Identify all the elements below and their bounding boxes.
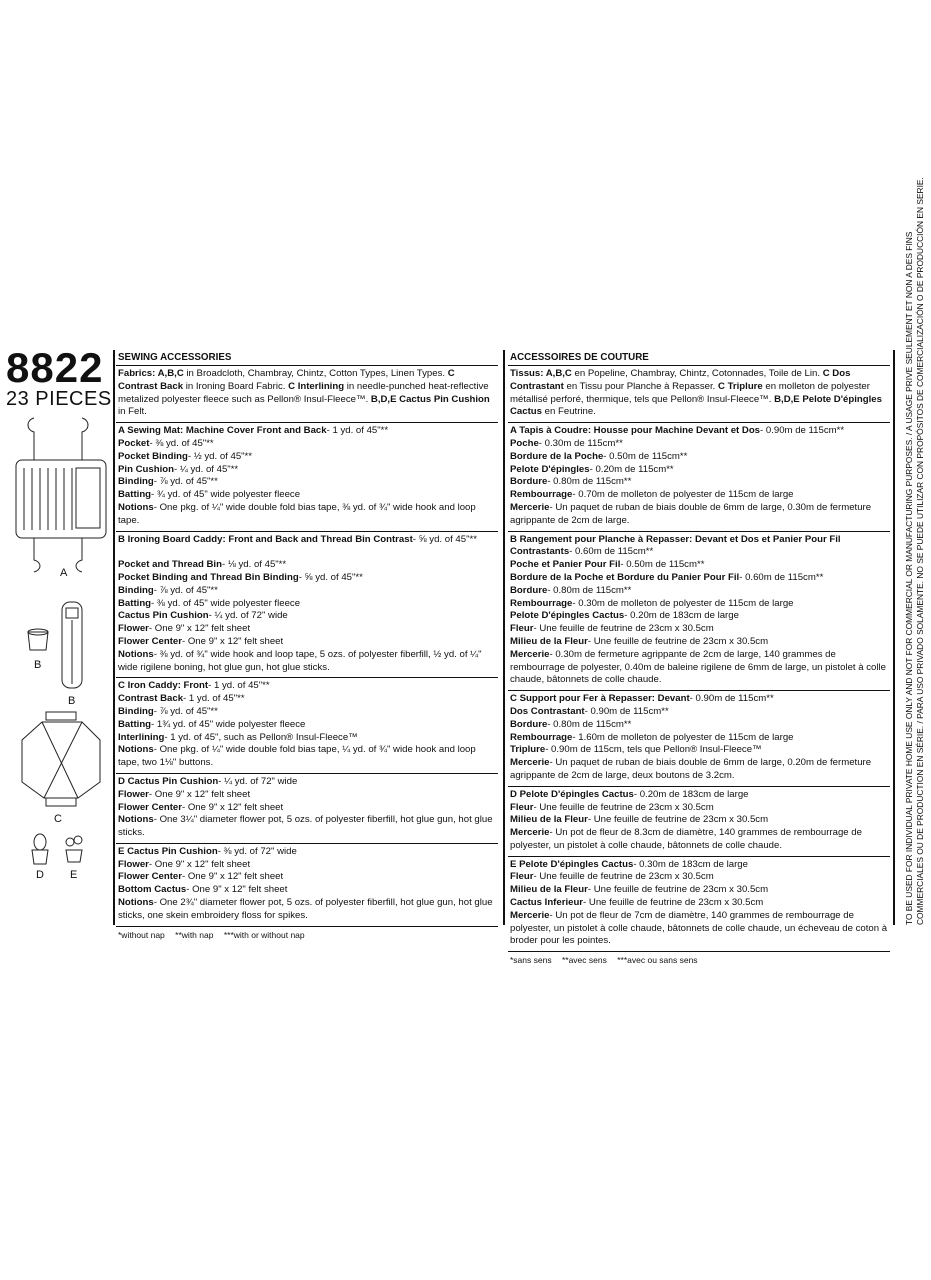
item-label: Mercerie xyxy=(510,648,550,660)
item-label: Milieu de la Fleur xyxy=(510,814,588,826)
view-b-requirements-fr xyxy=(508,532,890,692)
view-b-board-caddy-icon xyxy=(62,602,82,688)
item-text: - ¼ yd. of 72" wide xyxy=(208,610,288,622)
item-label: Batting xyxy=(118,597,152,609)
item-label: C Triplure xyxy=(717,380,763,392)
item-text: - 0.50m de 115cm** xyxy=(603,450,688,462)
item-text: - 0.80m de 115cm** xyxy=(547,476,632,488)
requirement-line xyxy=(118,744,496,770)
view-c-iron-caddy-icon xyxy=(22,712,100,806)
requirement-line xyxy=(510,502,888,528)
requirement-line xyxy=(118,871,496,884)
footnote-1: *without nap xyxy=(118,929,165,940)
item-text: - ½ yd. of 45"** xyxy=(187,450,253,462)
item-text: - One 9" x 12" felt sheet xyxy=(148,858,251,870)
requirement-line xyxy=(118,502,496,528)
item-text: - 0.60m de 115cm** xyxy=(739,571,824,583)
item-text: - One 9" x 12" felt sheet xyxy=(181,801,284,813)
item-label: Mercerie xyxy=(510,501,550,513)
item-label: Pocket Binding xyxy=(118,450,188,462)
item-text: - 0.50m de 115cm** xyxy=(620,559,705,571)
item-text: - ⅜ yd. of ¾" wide hook and loop tape, 5 ozs. of polyester fiberfill, ½ yd. of ¼" wide rigilene boning, hot glue gun, hot glue sticks. xyxy=(118,648,482,673)
requirement-line xyxy=(510,585,888,598)
item-text: - ⅝ yd. of 45"** xyxy=(412,533,477,545)
item-label: Interlining xyxy=(118,731,165,743)
requirement-line xyxy=(118,610,496,623)
item-label: Fleur xyxy=(510,801,534,813)
section-title-fr: ACCESSOIRES DE COUTURE xyxy=(508,352,890,366)
column-rule-middle xyxy=(503,350,505,925)
item-label: Binding xyxy=(118,476,154,488)
item-text: - 1¾ yd. of 45" wide polyester fleece xyxy=(151,718,306,730)
requirement-line xyxy=(118,572,496,585)
footnote-3: ***with or without nap xyxy=(223,929,305,940)
requirement-line xyxy=(510,610,888,623)
item-label: E Pelote D'épingles Cactus xyxy=(510,858,634,870)
item-label: C Dos Contrastant xyxy=(510,368,851,392)
item-text: - Une feuille de feutrine de 23cm x 30.5cm xyxy=(533,871,714,883)
item-label: Pelote D'épingles Cactus xyxy=(510,610,625,622)
fabrics-section xyxy=(116,366,498,423)
requirement-line xyxy=(510,572,888,585)
item-text: - Un pot de fleur de 7cm de diamètre, 140 grammes de rembourrage de polyester, un pistolet à colle chaude, bâtonnets de colle chaude, un écheveau de coton à broder pour les pointes. xyxy=(510,909,888,947)
item-text: - 0.30m de 115cm** xyxy=(538,437,623,449)
requirement-line xyxy=(510,706,888,719)
item-label: C Interlining xyxy=(288,380,345,392)
view-a-requirements-fr xyxy=(508,423,890,531)
view-d-cactus-icon xyxy=(32,834,48,864)
item-label: Pocket and Thread Bin xyxy=(118,559,222,571)
item-text: - 0.30m de fermeture agrippante de 2cm de large, 140 grammes de rembourrage de polyester, 0.40m de baleine rigilene de 6mm de large, un pistolet à colle chaude, bâtonnets de colle chaude. xyxy=(510,648,886,686)
item-label: Bordure xyxy=(510,584,548,596)
requirement-line xyxy=(118,693,496,706)
requirement-line xyxy=(510,871,888,884)
item-label: Mercerie xyxy=(510,757,550,769)
view-d-requirements xyxy=(116,774,498,844)
requirement-line xyxy=(510,693,888,706)
item-label: Notions xyxy=(118,648,154,660)
item-label: E Cactus Pin Cushion xyxy=(118,845,218,857)
requirement-line xyxy=(510,884,888,897)
item-text: - One 2¾" diameter flower pot, 5 ozs. of polyester fiberfill, hot glue gun, hot glue sticks, one skein embroidery floss for spikes. xyxy=(118,897,493,921)
item-label: Pocket Binding and Thread Bin Binding xyxy=(118,571,299,583)
fabric-phrase xyxy=(510,368,823,379)
item-text: - Une feuille de feutrine de 23cm x 30.5cm xyxy=(587,635,769,647)
view-e-cactus-icon xyxy=(66,836,82,862)
item-label: Mercerie xyxy=(510,827,550,839)
item-text: en molleton de polyester métallisé perforé, thermique, tels que Pellon® Insul-Fleece™. xyxy=(510,380,870,405)
requirement-line xyxy=(118,489,496,502)
item-text: - 0.30m de 183cm de large xyxy=(633,858,748,870)
requirement-line xyxy=(510,464,888,477)
item-text: - One pkg. of ¼" wide double fold bias tape, ¼ yd. of ¾" wide hook and loop tape, two 1⅛" buttons. xyxy=(118,744,476,769)
requirement-line xyxy=(118,789,496,802)
requirement-line xyxy=(510,744,888,757)
view-label-b-caddy: B xyxy=(68,695,76,707)
item-text: - Une feuille de feutrine de 23cm x 30.5cm xyxy=(587,814,769,826)
requirement-line xyxy=(510,649,888,687)
requirement-line xyxy=(118,706,496,719)
view-a-sewing-mat-icon xyxy=(16,418,106,572)
item-label: Flower Center xyxy=(118,871,182,883)
requirement-line xyxy=(510,623,888,636)
requirement-line xyxy=(510,534,888,560)
english-column xyxy=(116,352,498,941)
item-text: - 0.30m de molleton de polyester de 115cm de large xyxy=(572,597,794,609)
item-text: - 0.90m de 115cm** xyxy=(760,425,845,437)
item-label: Bordure xyxy=(510,476,548,488)
item-text: - ⅜ yd. of 45"** xyxy=(149,437,214,449)
requirement-line xyxy=(118,534,496,547)
item-label: Rembourrage xyxy=(510,597,573,609)
footnote-fr-2: **avec sens xyxy=(561,955,607,966)
item-label: C Support pour Fer à Repasser: Devant xyxy=(510,693,690,705)
item-text: - Une feuille de feutrine de 23cm x 30.5cm xyxy=(587,884,769,896)
item-text: in needle-punched heat-reflective metalized polyester fleece such as Pellon® Insul-Fleece™. xyxy=(118,380,489,405)
view-c-requirements xyxy=(116,678,498,774)
item-label: Fleur xyxy=(510,623,534,635)
item-label: Fleur xyxy=(510,871,534,883)
item-label: Notions xyxy=(118,744,154,756)
requirement-line xyxy=(118,897,496,923)
item-label: Flower xyxy=(118,623,149,635)
item-label: Milieu de la Fleur xyxy=(510,884,588,896)
item-label: Batting xyxy=(118,489,152,501)
item-text: - ⅛ yd. of 45"** xyxy=(221,559,287,571)
requirement-line xyxy=(118,846,496,859)
requirement-line xyxy=(510,598,888,611)
footnote-2: **with nap xyxy=(175,929,214,940)
footnote-fr-3: ***avec ou sans sens xyxy=(617,955,698,966)
requirement-line xyxy=(510,451,888,464)
requirement-line xyxy=(118,559,496,572)
item-label: Bordure de la Poche xyxy=(510,450,604,462)
requirement-line xyxy=(510,789,888,802)
item-label: Triplure xyxy=(510,744,546,756)
item-label: Mercerie xyxy=(510,909,550,921)
item-text: - One 3¼" diameter flower pot, 5 ozs. of polyester fiberfill, hot glue gun, hot glue sticks. xyxy=(118,814,493,839)
view-label-e: E xyxy=(70,869,78,881)
item-label: D Pelote D'épingles Cactus xyxy=(510,788,634,800)
requirement-line xyxy=(118,814,496,840)
item-text: en Tissu pour Planche à Repasser. xyxy=(563,380,718,392)
view-b-thread-bin-icon xyxy=(28,629,48,650)
requirement-line xyxy=(118,623,496,636)
item-text: - One 9" x 12" felt sheet xyxy=(181,635,284,647)
requirement-line xyxy=(510,897,888,910)
requirement-line xyxy=(118,859,496,872)
item-text: - ⅜ yd. of 45" wide polyester fleece xyxy=(151,597,301,609)
item-label: Flower Center xyxy=(118,801,182,813)
item-text: in Broadcloth, Chambray, Chintz, Cotton Types, Linen Types. xyxy=(183,368,448,379)
item-label: Pin Cushion xyxy=(118,463,174,475)
footnote-fr-1: *sans sens xyxy=(510,955,552,966)
footnotes-fr xyxy=(508,952,890,967)
requirement-line xyxy=(118,680,496,693)
item-text: - ¼ yd. of 45"** xyxy=(173,463,239,475)
usage-notice-line-1: TO BE USED FOR INDIVIDUAL PRIVATE HOME USE ONLY AND NOT FOR COMMERCIAL OR MANUFACTURING PURPOSES. / A USAGE PRIVE SEULEMENT ET NON A DES FINS xyxy=(904,231,914,925)
requirement-line xyxy=(510,489,888,502)
item-text: - 1.60m de molleton de polyester de 115cm de large xyxy=(572,731,794,743)
item-text: - 0.60m de 115cm** xyxy=(569,546,654,558)
requirement-line xyxy=(510,859,888,872)
requirement-line xyxy=(118,585,496,598)
item-text: - ⅞ yd. of 45"** xyxy=(153,705,218,717)
item-label: Binding xyxy=(118,705,154,717)
item-label: Cactus Pin Cushion xyxy=(118,610,209,622)
usage-notice xyxy=(904,177,926,925)
requirement-line xyxy=(118,884,496,897)
item-text: - One 9" x 12" felt sheet xyxy=(148,623,251,635)
item-text: - ¼ yd. of 72" wide xyxy=(218,775,298,787)
item-text: - One 9" x 12" felt sheet xyxy=(186,884,288,896)
requirement-line xyxy=(118,464,496,477)
requirement-line xyxy=(510,757,888,783)
item-label: Cactus Inferieur xyxy=(510,897,584,909)
item-label: C Contrast Back xyxy=(118,368,455,392)
item-text: - ¾ yd. of 45" wide polyester fleece xyxy=(151,489,301,501)
piece-count: 23 PIECES xyxy=(6,388,112,410)
view-c-requirements-fr xyxy=(508,691,890,787)
item-text: - 0.90m de 115cm** xyxy=(584,705,669,717)
item-label: Rembourrage xyxy=(510,731,573,743)
item-text: en Popeline, Chambray, Chintz, Cotonnades, Toile de Lin. xyxy=(571,368,823,379)
item-text: - 0.20m de 115cm** xyxy=(589,463,674,475)
item-label: Pocket xyxy=(118,437,150,449)
column-rule-right xyxy=(893,350,895,925)
item-text: - ⅞ yd. of 45"** xyxy=(153,476,218,488)
item-label: Poche et Panier Pour Fil xyxy=(510,559,621,571)
item-text: - Une feuille de feutrine de 23cm x 30.5cm xyxy=(533,623,714,635)
item-label: Bottom Cactus xyxy=(118,884,187,896)
item-label: Bordure de la Poche et Bordure du Panier Pour Fil xyxy=(510,571,740,583)
requirement-line xyxy=(118,636,496,649)
requirement-line xyxy=(510,827,888,853)
item-text: - One 9" x 12" felt sheet xyxy=(148,788,251,800)
item-text: en Feutrine. xyxy=(542,406,596,418)
item-text: - ⅜ yd. of 72" wide xyxy=(217,845,297,857)
item-label: A Sewing Mat: Machine Cover Front and Back xyxy=(118,425,327,437)
item-text: - 0.90m de 115cm, tels que Pellon® Insul-Fleece™ xyxy=(545,744,762,756)
item-label: Dos Contrastant xyxy=(510,705,585,717)
fabric-phrase xyxy=(118,368,448,379)
french-column xyxy=(508,352,890,967)
requirement-line xyxy=(118,776,496,789)
requirement-line xyxy=(510,719,888,732)
item-label: Notions xyxy=(118,814,154,826)
item-text: - Une feuille de feutrine de 23cm x 30.5cm xyxy=(583,897,764,909)
view-e-requirements xyxy=(116,844,498,927)
requirement-line xyxy=(118,649,496,675)
view-label-d: D xyxy=(36,869,44,881)
item-label: Rembourrage xyxy=(510,489,573,501)
requirement-line xyxy=(118,732,496,745)
item-label: Milieu de la Fleur xyxy=(510,635,588,647)
requirement-line xyxy=(510,476,888,489)
requirement-line xyxy=(510,636,888,649)
item-label: B,D,E Cactus Pin Cushion xyxy=(370,393,490,405)
requirement-line xyxy=(118,598,496,611)
item-text: - One pkg. of ¼" wide double fold bias tape, ⅜ yd. of ¾" wide hook and loop tape. xyxy=(118,501,476,526)
column-rule-left xyxy=(113,350,115,925)
item-label: Notions xyxy=(118,897,154,909)
requirement-line xyxy=(118,451,496,464)
item-label: C Iron Caddy: Front xyxy=(118,680,209,692)
item-label: B,D,E Pelote D'épingles Cactus xyxy=(510,393,882,418)
item-text: - Une feuille de feutrine de 23cm x 30.5cm xyxy=(533,801,714,813)
item-label: B Rangement pour Planche à Repasser: Devant et Dos et Panier Pour Fil Contrastants xyxy=(510,533,841,558)
item-text: - Un paquet de ruban de biais double de 6mm de large, 0.20m de fermeture agrippante de 2cm de large, deux boutons de 3.2cm. xyxy=(510,757,872,781)
view-label-b-bin: B xyxy=(34,659,42,671)
item-text: - 0.20m de 183cm de large xyxy=(624,610,739,622)
requirement-line xyxy=(510,802,888,815)
item-text: - One 9" x 12" felt sheet xyxy=(181,871,284,883)
item-label: Bordure xyxy=(510,718,548,730)
requirement-line xyxy=(118,802,496,815)
requirement-line xyxy=(118,719,496,732)
requirement-line xyxy=(510,425,888,438)
item-text: - 0.70m de molleton de polyester de 115cm de large xyxy=(572,489,794,501)
item-text: - 0.80m de 115cm** xyxy=(547,718,632,730)
item-label: Poche xyxy=(510,437,539,449)
view-e-requirements-fr xyxy=(508,857,890,953)
view-label-c: C xyxy=(54,813,62,825)
item-label: Flower xyxy=(118,858,149,870)
view-label-a: A xyxy=(60,567,68,579)
item-text: - 1 yd. of 45", such as Pellon® Insul-Fleece™ xyxy=(164,731,358,743)
item-text: - 0.80m de 115cm** xyxy=(547,584,632,596)
item-label: Flower xyxy=(118,788,149,800)
view-a-requirements xyxy=(116,423,498,531)
view-d-requirements-fr xyxy=(508,787,890,857)
requirement-line xyxy=(118,425,496,438)
footnotes xyxy=(116,927,498,942)
item-text: - Un paquet de ruban de biais double de 6mm de large, 0.30m de fermeture agrippante de 2cm de large. xyxy=(510,501,872,526)
section-title: SEWING ACCESSORIES xyxy=(116,352,498,366)
requirement-line xyxy=(118,438,496,451)
item-label: Flower Center xyxy=(118,635,182,647)
item-label: Fabrics: A,B,C xyxy=(118,368,184,379)
item-text: - 0.20m de 183cm de large xyxy=(633,788,749,800)
item-label: Notions xyxy=(118,501,154,513)
item-text: - Un pot de fleur de 8.3cm de diamètre, 140 grammes de rembourrage de polyester, un pistolet à colle chaude, bâtonnets de colle chaude. xyxy=(510,827,862,851)
item-text: - 1 yd. of 45"** xyxy=(183,693,245,705)
item-label: A Tapis à Coudre: Housse pour Machine Devant et Dos xyxy=(510,425,761,437)
requirement-line xyxy=(118,476,496,489)
item-text: - 0.90m de 115cm** xyxy=(689,693,774,705)
pattern-number: 8822 xyxy=(6,344,104,391)
item-text: - 1 yd. of 45"** xyxy=(208,680,270,692)
item-label: Binding xyxy=(118,584,154,596)
item-text: - 1 yd. of 45"** xyxy=(326,425,389,437)
usage-notice-line-2: COMMERCIALES OU DE PRODUCTION EN SÉRIE. / PARA USO PRIVADO SOLAMENTE. NO SE PUEDE UTILIZAR CON PROPÓSITOS DE COMERCIALIZACIÓN O DE PRODUCCIÓN EN SERIE. xyxy=(915,177,925,925)
requirement-line xyxy=(510,732,888,745)
item-text: in Ironing Board Fabric. xyxy=(183,380,289,392)
view-illustrations xyxy=(12,410,107,890)
requirement-line xyxy=(510,438,888,451)
requirement-line xyxy=(510,814,888,827)
item-text: - ⅝ yd. of 45"** xyxy=(298,571,363,583)
item-label: Pelote D'épingles xyxy=(510,463,590,475)
fabrics-section-fr xyxy=(508,366,890,423)
view-b-requirements xyxy=(116,532,498,679)
item-label: Batting xyxy=(118,718,152,730)
item-text: in Felt. xyxy=(118,406,147,418)
requirement-line xyxy=(510,559,888,572)
item-label: Contrast Back xyxy=(118,693,184,705)
item-label: D Cactus Pin Cushion xyxy=(118,775,219,787)
requirement-line xyxy=(510,910,888,948)
item-label: B Ironing Board Caddy: Front and Back and Thread Bin Contrast xyxy=(118,533,413,545)
item-text: - ⅞ yd. of 45"** xyxy=(153,584,218,596)
item-label: Tissus: A,B,C xyxy=(510,368,572,379)
